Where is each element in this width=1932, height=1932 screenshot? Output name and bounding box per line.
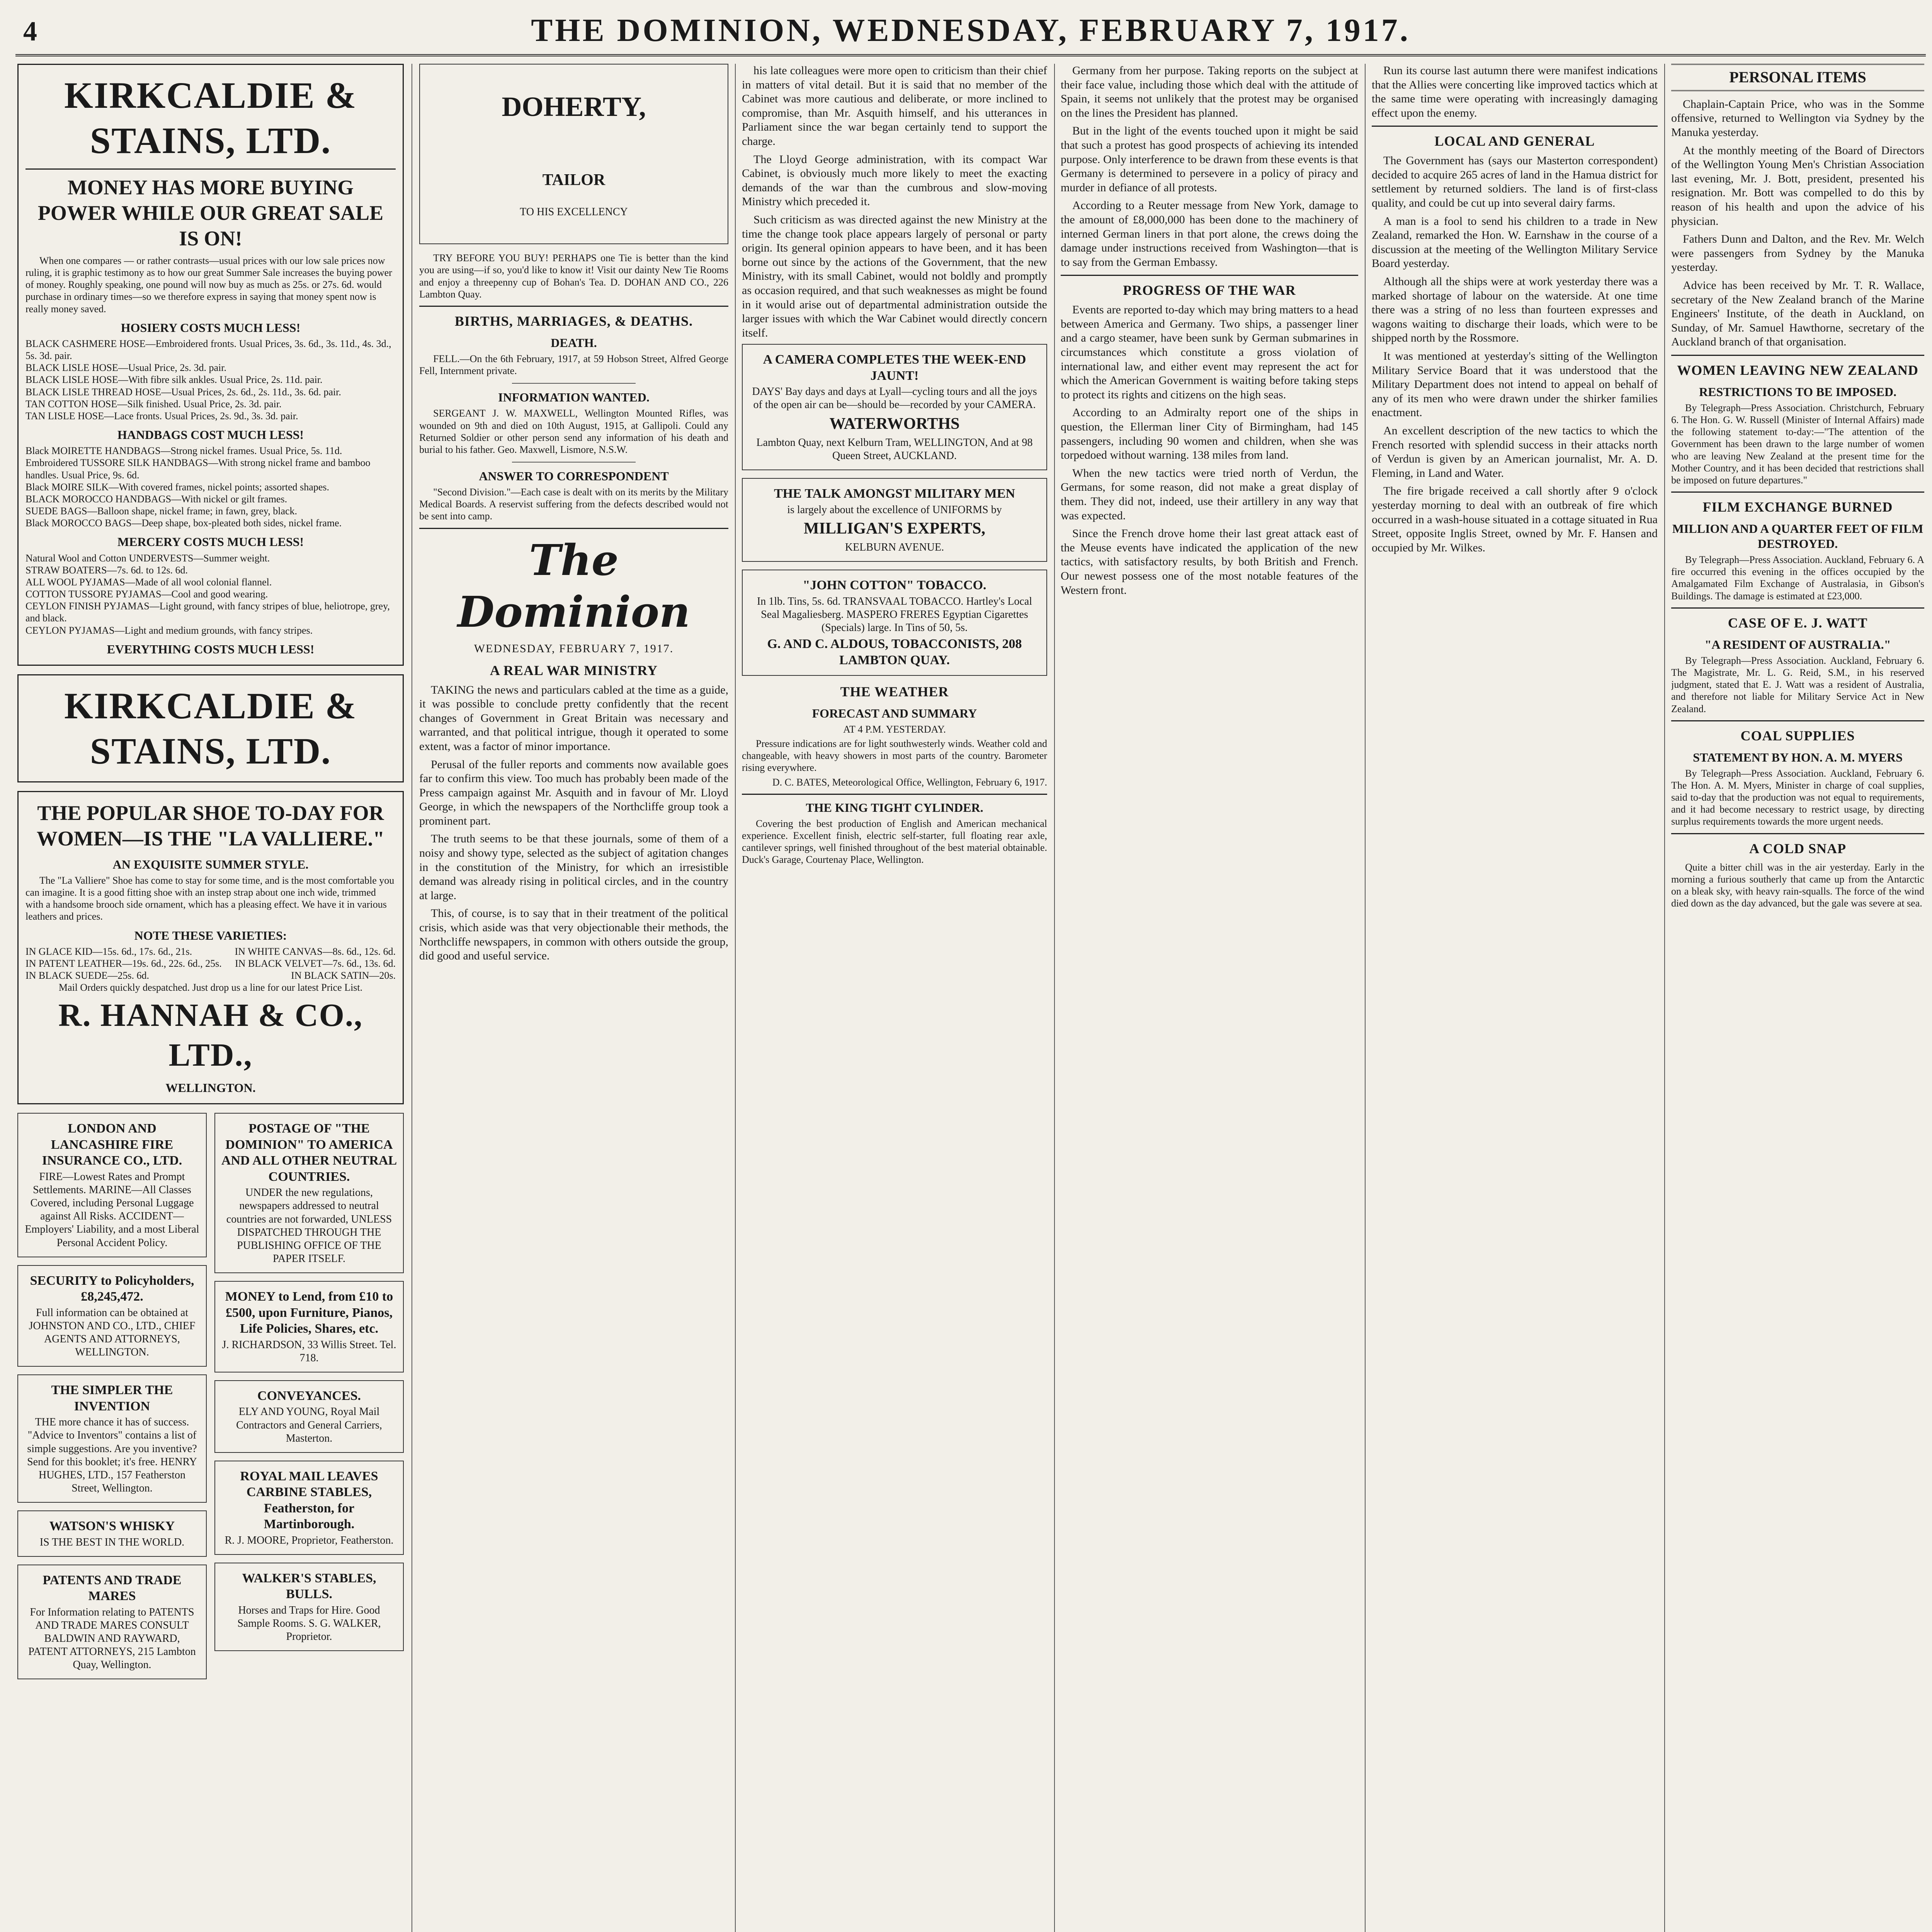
list-item: Embroidered TUSSORE SILK HANDBAGS—With strong nickel frame and bamboo handles. Usual Price, 9s. 6d.: [26, 457, 371, 481]
list-item: BLACK LISLE HOSE—With fibre silk ankles. Usual Price, 2s. 11d. pair.: [26, 374, 323, 386]
small-ad: ROYAL MAIL LEAVES CARBINE STABLES, Featherston, for Martinborough. R. J. MOORE, Proprietor, Featherston.: [214, 1461, 404, 1555]
section-heading: PERSONAL ITEMS: [1671, 64, 1924, 91]
small-ad: LONDON AND LANCASHIRE FIRE INSURANCE CO., LTD. FIRE—Lowest Rates and Prompt Settlements. MARINE—All Classes Covered, including Personal Luggage against All Risks. ACCIDENT—Employers' Liability, and a most Liberal Personal Accident Policy.: [17, 1113, 207, 1257]
ad-headline: THE POPULAR SHOE TO-DAY FOR WOMEN—IS THE "LA VALLIERE.": [36, 801, 385, 850]
article-continued: his late colleagues were more open to criticism than their chief in matters of vital detail. But it is said that no member of the Cabinet was more cautious and deliberate, or more inclined to compromise, than Mr. Asquith himself, and his utterances in Parliament since the war began certainly tend to support the charge. The Lloyd George administration, with its compact War Cabinet, is obviously much more likely to meet the exacting demands of the war than the cumbrous and slow-moving Ministry which preceded it. Such criticism as was directed against the new Ministry at the time the change took place appears largely of personal or party origin. Its general opinion appears to have been, and it has been borne out since by the actions of the Government, that the new Ministry, with its small Cabinet, would not boldly and promptly as occasion required, and that such weaknesses as might be found in it would arise out of departmental administration outside the larger issues with which the War Cabinet would directly concern itself.: [742, 64, 1047, 339]
hosiery-list: [26, 338, 396, 422]
small-ad: MONEY to Lend, from £10 to £500, upon Furniture, Pianos, Life Policies, Shares, etc. J. RICHARDSON, 33 Willis Street. Tel. 718.: [214, 1281, 404, 1372]
editorial-body: TAKING the news and particulars cabled at the time as a guide, it was possible to conclude pretty confidently that the recent changes of Government in Great Britain was necessary and warranted, and that political intrigue, though it operated to some extent, was a factor of minor importance. Perusal of the fuller reports and comments now available goes far to confirm this view. Too much has probably been made of the Press campaign against Mr. Asquith and in favour of Mr. Lloyd George, in which the newspapers of the Northcliffe group took a prominent part. The truth seems to be that these journals, some of them of a noisy and showy type, selected as the subject of agitation changes in the constitution of the Ministry, for which an irresistible demand was already rising in political circles, and in the country at large. This, of course, is to say that in their treatment of the political crisis, which aside was that very objectionable their methods, the Northcliffe newspapers, in common with others outside the group, did good and useful service.: [419, 683, 728, 963]
handbags-list: [26, 445, 396, 529]
section-heading: HANDBAGS COST MUCH LESS!: [117, 428, 304, 442]
section-heading: FILM EXCHANGE BURNED: [1702, 499, 1893, 515]
list-item: BLACK LISLE HOSE—Usual Price, 2s. 3d. pair.: [26, 362, 226, 374]
firm-city: WELLINGTON.: [165, 1081, 256, 1095]
local-news-body: The Government has (says our Masterton correspondent) decided to acquire 265 acres of land in the Hamua district for settlement by returned soldiers. The land is of first-class quality, and could be cut up into several dairy farms. A man is a fool to send his children to a trade in New Zealand, remarked the Hon. W. Earnshaw in the course of a discussion at the meeting of the Wellington Military Service Board yesterday. Although all the ships were at work yesterday there was a marked shortage of labour on the waterside. At one time there was a string of no less than fourteen expresses and wagons waiting to discharge their loads, which were to be shipped north by the Rossmore. It was mentioned at yesterday's sitting of the Wellington Military Service Board that it was understood that the Military Department does not intend to appeal on behalf of any of its men who were drawn under the shirker families enactment. An excellent description of the new tactics to which the French resorted with splendid success in their attacks north of Verdun is given by an American journalist, Mr. A. D. Fleming, in Land and Water. The fire brigade received a call shortly after 9 o'clock yesterday morning to deal with an outbreak of fire which occurred in a wash-house situated in a cottage situated in Rua Street, opposite Inglis Street, owned by Mr. F. Hansen and occupied by Mr. Wilkes.: [1372, 154, 1658, 554]
article-body: Quite a bitter chill was in the air yesterday. Early in the morning a furious southerly that came up from the Antarctic on a bleak sky, with heavy rain-squalls. The force of the wind died down as the day advanced, but the gale was severe at sea.: [1671, 861, 1924, 909]
weather-subheading: FORECAST AND SUMMARY: [812, 706, 977, 720]
column-4: [1061, 64, 1358, 1932]
small-ads-left: [17, 1113, 207, 1687]
list-item: CEYLON PYJAMAS—Light and medium grounds, with fancy stripes.: [26, 624, 313, 636]
section-heading: BIRTHS, MARRIAGES, & DEATHS.: [454, 313, 693, 329]
small-ad: THE SIMPLER THE INVENTION THE more chance it has of success. "Advice to Inventors" contains a list of simple suggestions. Are you inventive? Send for this booklet; it's free. HENRY HUGHES, LTD., 157 Featherston Street, Wellington.: [17, 1374, 207, 1503]
column-5: [1372, 64, 1658, 1932]
brand-title: KIRKCALDIE & STAINS, LTD.: [64, 75, 357, 162]
ad-body: Covering the best production of English and American mechanical experience. Excellent finish, electric self-starter, full floating rear axle, cantilever springs, well finished throughout of the best material obtainable. Duck's Garage, Courtenay Place, Wellington.: [742, 818, 1047, 866]
column-rule: [1365, 64, 1366, 1932]
masthead: [15, 12, 1926, 56]
list-item: Black MOIRE SILK—With covered frames, nickel points; assorted shapes.: [26, 481, 329, 493]
section-subheading: RESTRICTIONS TO BE IMPOSED.: [1699, 384, 1896, 399]
column-rule: [1054, 64, 1055, 1932]
ad-subtitle: TAILOR: [542, 171, 605, 189]
small-ads-right: [214, 1113, 404, 1687]
column-1: [17, 64, 404, 1932]
ad-title: DOHERTY,: [502, 91, 646, 122]
paper-nameplate: The Dominion: [457, 535, 690, 637]
weather-heading: THE WEATHER: [840, 684, 949, 699]
list-item: SUEDE BAGS—Balloon shape, nickel frame; in fawn, grey, black.: [26, 505, 298, 517]
variety-item: IN BLACK VELVET—7s. 6d., 13s. 6d.: [235, 957, 396, 969]
kirkcaldie-sale-ad: [17, 64, 404, 666]
list-item: TAN LISLE HOSE—Lace fronts. Usual Prices, 2s. 9d., 3s. 3d. pair.: [26, 410, 298, 422]
list-item: BLACK LISLE THREAD HOSE—Usual Prices, 2s. 6d., 2s. 11d., 3s. 6d. pair.: [26, 386, 341, 398]
shoe-ad: [17, 791, 404, 1104]
section-subheading: STATEMENT BY HON. A. M. MYERS: [1693, 750, 1903, 764]
ad-intro: When one compares — or rather contrasts—usual prices with our low sale prices now ruling, it is graphic testimony as to how our great Summer Sale increases the buying power of money. Roughly speaking, one pound will now buy as much as 25s. or 27s. 6d. would purchase in ordinary times—so we therefore express in saying that money spent now is really money saved.: [26, 255, 392, 315]
weather-signature: D. C. BATES, Meteorological Office, Wellington, February 6, 1917.: [772, 776, 1047, 788]
article-body: By Telegraph—Press Association. Auckland, February 6. The Hon. A. M. Myers, Minister in charge of coal supplies, said to-day that the production was not equal to requirements, and it had become necessary to restrict usage, by directing surplus requirements towards the more urgent needs.: [1671, 767, 1924, 827]
kirkcaldie-banner: [17, 674, 404, 782]
camera-ad: A CAMERA COMPLETES THE WEEK-END JAUNT! DAYS' Bay days and days at Lyall—cycling tours and all the joys of the open air can be—should be—recorded by your CAMERA. WATERWORTHS Lambton Quay, next Kelburn Tram, WELLINGTON, And at 98 Queen Street, AUCKLAND.: [742, 344, 1047, 470]
mail-order-note: Mail Orders quickly despatched. Just drop us a line for our latest Price List.: [58, 982, 363, 993]
list-item: CEYLON FINISH PYJAMAS—Light ground, with fancy stripes of blue, heliotrope, grey, and black.: [26, 600, 390, 624]
section-subheading: MILLION AND A QUARTER FEET OF FILM DESTROYED.: [1672, 522, 1923, 551]
article-continued: Run its course last autumn there were manifest indications that the Allies were concerting like improved tactics which at the same time were operating with increasingly damaging effect upon the enemy.: [1372, 64, 1658, 119]
article-body: By Telegraph—Press Association. Christchurch, February 6. The Hon. G. W. Russell (Minister of Internal Affairs) made the following statement to-day:—"The attention of the Government has been drawn to the large number of women who are leaving New Zealand at the present time for the Mother Country, and it has been decided that restrictions shall be imposed on future departures.": [1671, 402, 1924, 486]
section-heading: WOMEN LEAVING NEW ZEALAND: [1677, 362, 1918, 378]
article-continued: Germany from her purpose. Taking reports on the subject at their face value, including those which deal with the attitude of Spain, it seems not unlikely that the protest may be organised on the lines the President has planned. But in the light of the events touched upon it might be said that such a protest has good prospects of achieving its intended purpose. Only interference to be drawn from these events is that Germany is determined to persevere in a policy of piracy and murder in defiance of all protests. According to a Reuter message from New York, damage to the amount of £8,000,000 has been done to the machinery of interned German liners in that port alone, the crews doing the damage under instructions received from Washington—that is to say from the German Embassy.: [1061, 64, 1358, 269]
section-heading: DEATH.: [551, 335, 597, 350]
page-number: 4: [23, 16, 37, 47]
tobacco-ad: "JOHN COTTON" TOBACCO. In 1lb. Tins, 5s. 6d. TRANSVAAL TOBACCO. Hartley's Local Seal Magaliesberg. MASPERO FRERES Egyptian Cigarettes (Specials) large. In Tins of 50, 5s. G. AND C. ALDOUS, TOBACCONISTS, 208 LAMBTON QUAY.: [742, 570, 1047, 676]
editorial-heading: A REAL WAR MINISTRY: [490, 662, 658, 678]
weather-body: Pressure indications are for light southwesterly winds. Weather cold and changeable, with heavy showers in most parts of the country. Barometer rising everywhere.: [742, 738, 1047, 774]
article-body: By Telegraph—Press Association. Auckland, February 6. A fire occurred this evening in the offices occupied by the Amalgamated Film Exchange of Australasia, in Gibson's Buildings. The damage is estimated at £23,000.: [1671, 554, 1924, 602]
list-item: Natural Wool and Cotton UNDERVESTS—Summer weight.: [26, 552, 270, 564]
personal-items: Chaplain-Captain Price, who was in the Somme offensive, returned to Wellington via Sydney by the Manuka yesterday. At the monthly meeting of the Board of Directors of the Wellington Young Men's Christian Association last evening, Mr. J. Bott, president, presented his resignation. Mr. Bott was compelled to do this by reason of his health and upon the advice of his physician. Fathers Dunn and Dalton, and the Rev. Mr. Welch were passengers from Sydney by the Manuka yesterday. Advice has been received by Mr. T. R. Wallace, secretary of the New Zealand branch of the Marine Engineers' Institute, of the death in Auckland, on Sunday, of Mr. Samuel Hawthorne, secretary of the Auckland branch of that organisation.: [1671, 97, 1924, 349]
column-2: [419, 64, 728, 1932]
notice-text: "Second Division."—Each case is dealt with on its merits by the Military Medical Boards. A reservist suffering from the defects described would not be sent into camp.: [419, 486, 728, 522]
ad-headline: MONEY HAS MORE BUYING POWER WHILE OUR GREAT SALE IS ON!: [37, 176, 384, 250]
ad-body: The "La Valliere" Shoe has come to stay for some time, and is the most comfortable you can imagine. It is a good fitting shoe with an instep strap about one inch wide, trimmed with a handsome brooch side ornament, which has a pleasing effect. We have it in various leathers and prices.: [26, 874, 395, 922]
ad-tagline: TO HIS EXCELLENCY: [520, 206, 628, 218]
small-ad: PATENTS AND TRADE MARES For Information relating to PATENTS AND TRADE MARES CONSULT BALDWIN AND RAYWARD, PATENT ATTORNEYS, 215 Lambton Quay, Wellington.: [17, 1565, 207, 1680]
firm-name: R. HANNAH & CO., LTD.,: [58, 997, 363, 1073]
small-ad: CONVEYANCES. ELY AND YOUNG, Royal Mail Contractors and General Carriers, Masterton.: [214, 1380, 404, 1453]
column-3: [742, 64, 1047, 1932]
section-heading: A COLD SNAP: [1749, 840, 1847, 856]
variety-item: IN BLACK SUEDE—25s. 6d.: [26, 970, 149, 981]
section-heading: ANSWER TO CORRESPONDENT: [479, 469, 669, 483]
weather-time: AT 4 P.M. YESTERDAY.: [843, 723, 946, 735]
column-6: [1671, 64, 1924, 1932]
list-item: COTTON TUSSORE PYJAMAS—Cool and good wearing.: [26, 588, 268, 600]
section-heading: NOTE THESE VARIETIES:: [134, 928, 287, 942]
list-item: BLACK MOROCCO HANDBAGS—With nickel or gilt frames.: [26, 493, 287, 505]
variety-item: IN WHITE CANVAS—8s. 6d., 12s. 6d.: [235, 946, 396, 957]
section-heading: INFORMATION WANTED.: [498, 390, 650, 405]
notice-text: SERGEANT J. W. MAXWELL, Wellington Mounted Rifles, was wounded on 9th and died on 10th August, 1915, at Gallipoli. Could any Returned Soldier or other person send any information of his death and burial to his father. Geo. Maxwell, Lismore, N.S.W.: [419, 408, 728, 455]
section-heading: COAL SUPPLIES: [1740, 728, 1855, 743]
article-body: By Telegraph—Press Association. Auckland, February 6. The Magistrate, Mr. L. G. Reid, S.M., in his reserved judgment, stated that E. J. Watt was a resident of Australia, and therefore not liable for Military Service Act in New Zealand.: [1671, 655, 1924, 714]
small-ad: POSTAGE OF "THE DOMINION" TO AMERICA AND ALL OTHER NEUTRAL COUNTRIES. UNDER the new regulations, newspapers addressed to neutral countries are not forwarded, UNLESS DISPATCHED THROUGH THE PUBLISHING OFFICE OF THE PAPER ITSELF.: [214, 1113, 404, 1273]
list-item: STRAW BOATERS—7s. 6d. to 12s. 6d.: [26, 564, 188, 576]
war-progress-body: Events are reported to-day which may bring matters to a head between America and Germany. Two ships, a passenger liner and a cargo steamer, have been sunk by German submarines in circumstances which constitute a gross violation of international law, and either event may represent the act for which the American Government is waiting before taking steps to protect its rights and citizens on the high seas. According to an Admiralty report one of the ships in question, the Ellerman liner City of Birmingham, had 145 passengers, including 90 women and children, when she was torpedoed without warning. 138 miles from land. When the new tactics were tried north of Verdun, the Germans, for some reason, did not make a great display of them. They did not, indeed, use their artillery in any way that was expected. Since the French drove home their last great attack east of the Meuse events have indicated the application of the new tactics, with satisfactory results, by both British and French. Our newest possess one of the most notable features of the Western front.: [1061, 303, 1358, 597]
ad-footer: EVERYTHING COSTS MUCH LESS!: [107, 642, 315, 656]
section-heading: PROGRESS OF THE WAR: [1123, 282, 1296, 298]
list-item: ALL WOOL PYJAMAS—Made of all wool colonial flannel.: [26, 576, 272, 588]
small-ad: WALKER'S STABLES, BULLS. Horses and Traps for Hire. Good Sample Rooms. S. G. WALKER, Proprietor.: [214, 1563, 404, 1651]
section-heading: CASE OF E. J. WATT: [1728, 615, 1868, 631]
section-heading: THE KING TIGHT CYLINDER.: [806, 800, 983, 815]
notice-text: FELL.—On the 6th February, 1917, at 59 Hobson Street, Alfred George Fell, Internment private.: [419, 353, 728, 377]
editorial-date: WEDNESDAY, FEBRUARY 7, 1917.: [474, 642, 674, 655]
ad-subheading: AN EXQUISITE SUMMER STYLE.: [112, 857, 309, 871]
doherty-ad: [419, 64, 728, 244]
uniform-ad: THE TALK AMONGST MILITARY MEN is largely about the excellence of UNIFORMS by MILLIGAN'S EXPERTS, KELBURN AVENUE.: [742, 478, 1047, 562]
brand-title: KIRKCALDIE & STAINS, LTD.: [64, 685, 357, 772]
list-item: TAN COTTON HOSE—Silk finished. Usual Price, 2s. 3d. pair.: [26, 398, 282, 410]
section-subheading: "A RESIDENT OF AUSTRALIA.": [1704, 637, 1891, 651]
mercery-list: [26, 552, 396, 636]
variety-item: IN BLACK SATIN—20s.: [291, 970, 396, 981]
tie-ad: TRY BEFORE YOU BUY! PERHAPS one Tie is better than the kind you are using—if so, you'd like to know it! Visit our dainty New Tie Rooms and enjoy a threepenny cup of Bohan's Tea. D. DOHAN AND CO., 226 Lambton Quay.: [419, 252, 728, 300]
newspaper-title: THE DOMINION, WEDNESDAY, FEBRUARY 7, 1917.: [531, 12, 1410, 48]
list-item: BLACK CASHMERE HOSE—Embroidered fronts. Usual Prices, 3s. 6d., 3s. 11d., 4s. 3d., 5s. 3d. pair.: [26, 338, 391, 361]
section-heading: MERCERY COSTS MUCH LESS!: [117, 535, 304, 549]
section-heading: HOSIERY COSTS MUCH LESS!: [121, 320, 301, 335]
variety-item: IN GLACE KID—15s. 6d., 17s. 6d., 21s.: [26, 946, 192, 957]
column-rule: [735, 64, 736, 1932]
small-ad: SECURITY to Policyholders, £8,245,472. Full information can be obtained at JOHNSTON AND CO., LTD., CHIEF AGENTS AND ATTORNEYS, WELLINGTON.: [17, 1265, 207, 1367]
list-item: Black MOIRETTE HANDBAGS—Strong nickel frames. Usual Price, 5s. 11d.: [26, 445, 342, 457]
column-rule: [1664, 64, 1665, 1932]
section-heading: LOCAL AND GENERAL: [1434, 133, 1595, 149]
variety-item: IN PATENT LEATHER—19s. 6d., 22s. 6d., 25s.: [26, 957, 222, 969]
small-ad: WATSON'S WHISKY IS THE BEST IN THE WORLD.: [17, 1510, 207, 1557]
list-item: Black MOROCCO BAGS—Deep shape, box-pleated both sides, nickel frame.: [26, 517, 342, 529]
